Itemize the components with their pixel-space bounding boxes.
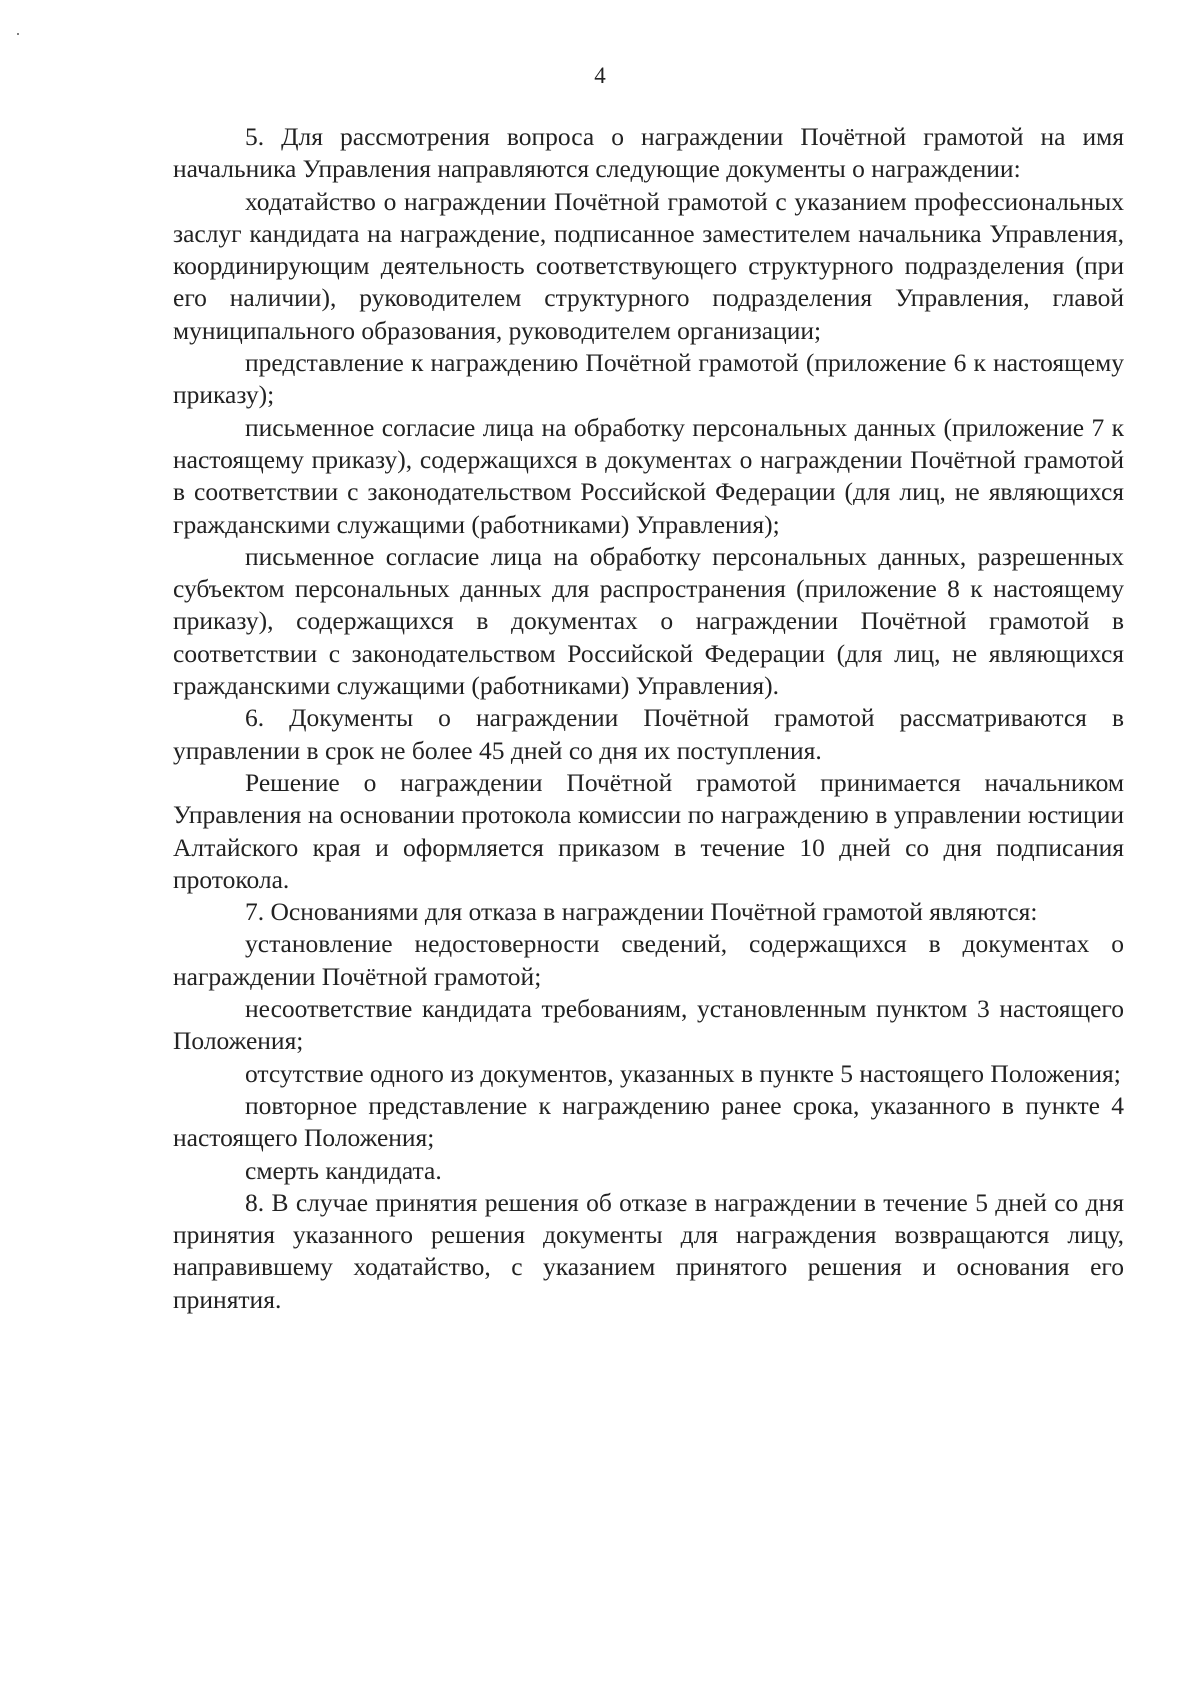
paragraph-item-6: 6. Документы о награждении Почётной грамотой рассматриваются в управлении в срок не более 45 дней со дня их поступления. xyxy=(173,703,1124,765)
list-item-submission: представление к награждению Почётной грамотой (приложение 6 к настоящему приказу); xyxy=(173,348,1124,410)
scan-speck xyxy=(17,33,19,35)
list-item-false-info: установление недостоверности сведений, содержащихся в документах о награждении Почётной грамотой; xyxy=(173,929,1124,991)
list-item-consent-processing: письменное согласие лица на обработку персональных данных (приложение 7 к настоящему приказу), содержащихся в документах о награждении Почётной грамотой в соответствии с законодательством Российской Федерации (для лиц, не являющихся гражданскими служащими (работниками) Управления); xyxy=(173,412,1124,539)
list-item-nonconformity: несоответствие кандидата требованиям, установленным пунктом 3 настоящего Положения; xyxy=(173,994,1124,1056)
list-item-missing-document: отсутствие одного из документов, указанных в пункте 5 настоящего Положения; xyxy=(245,1058,1121,1088)
paragraph-item-8: 8. В случае принятия решения об отказе в награждении в течение 5 дней со дня принятия указанного решения документы для награждения возвращаются лицу, направившему ходатайство, с указанием принятого решения и основания его принятия. xyxy=(173,1187,1124,1314)
paragraph-item-7: 7. Основаниями для отказа в награждении Почётной грамотой являются: xyxy=(245,897,1038,927)
document-body xyxy=(173,121,1124,1316)
list-item-consent-distribution: письменное согласие лица на обработку персональных данных, разрешенных субъектом персональных данных для распространения (приложение 8 к настоящему приказу), содержащихся в документах о награждении Почётной грамотой в соответствии с законодательством Российской Федерации (для лиц, не являющихся гражданскими служащими (работниками) Управления). xyxy=(173,541,1124,701)
list-item-repeat-submission: повторное представление к награждению ранее срока, указанного в пункте 4 настоящего Положения; xyxy=(173,1090,1124,1153)
paragraph-decision: Решение о награждении Почётной грамотой принимается начальником Управления на основании протокола комиссии по награждению в управлении юстиции Алтайского края и оформляется приказом в течение 10 дней со дня подписания протокола. xyxy=(173,767,1124,894)
paragraph-item-5-intro: 5. Для рассмотрения вопроса о награждении Почётной грамотой на имя начальника Управления направляются следующие документы о награждении: xyxy=(173,122,1124,184)
list-item-petition: ходатайство о награждении Почётной грамотой с указанием профессиональных заслуг кандидата на награждение, подписанное заместителем начальника Управления, координирующим деятельность соответствующего структурного подразделения (при его наличии), руководителем структурного подразделения Управления, главой муниципального образования, руководителем организации; xyxy=(173,186,1124,345)
page-number: 4 xyxy=(594,63,606,88)
list-item-death: смерть кандидата. xyxy=(245,1155,442,1185)
